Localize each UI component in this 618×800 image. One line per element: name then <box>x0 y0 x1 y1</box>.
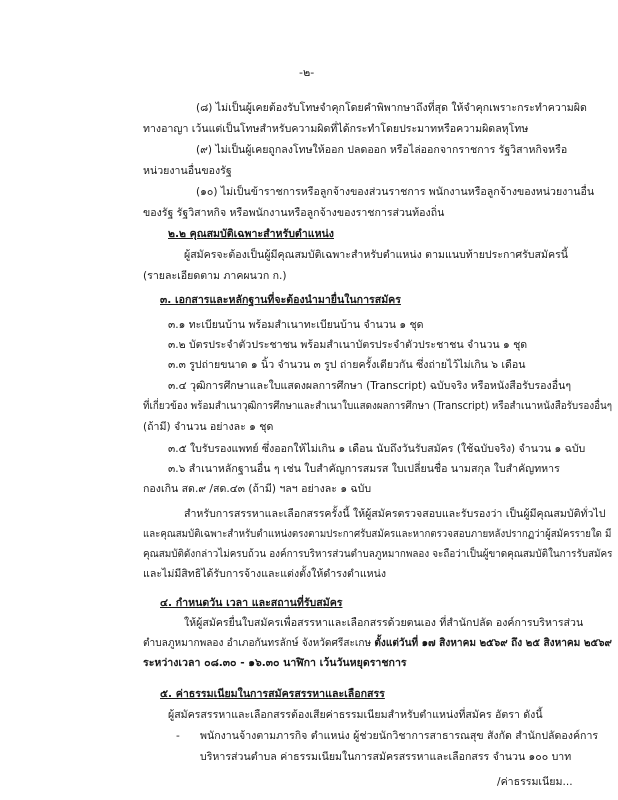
qualification-item-9: (๙) ไม่เป็นผู้เคยถูกลงโทษให้ออก ปลดออก หรือไล่ออกจากราชการ รัฐวิสาหกิจหรือ <box>196 144 568 156</box>
section-3-note-cont: และคุณสมบัติเฉพาะสำหรับตำแหน่งตรงตามประกาศรับสมัครและหากตรวจสอบภายหลังปรากฏว่าผู้สมัครรายใด มี <box>143 528 612 540</box>
bullet-dash: - <box>176 730 180 742</box>
section-3-heading: ๓. เอกสารและหลักฐานที่จะต้องนำมายื่นในการสมัคร <box>160 294 401 306</box>
document-item-3-2: ๓.๒ บัตรประจำตัวประชาชน พร้อมสำเนาบัตรประจำตัวประชาชน จำนวน ๑ ชุด <box>168 339 528 351</box>
fee-item: พนักงานจ้างตามภารกิจ ตำแหน่ง ผู้ช่วยนักวิชาการสาธารณสุข สังกัด สำนักปลัดองค์การ <box>200 730 599 742</box>
document-item-3-4: ๓.๔ วุฒิการศึกษาและใบแสดงผลการศึกษา (Transcript) ฉบับจริง หรือหนังสือรับรองอื่นๆ <box>168 380 572 392</box>
application-dates: ตั้งแต่วันที่ ๑๗ สิงหาคม ๒๕๖๙ ถึง ๒๕ สิงหาคม ๒๕๖๙ <box>374 637 612 649</box>
document-item-3-3: ๓.๓ รูปถ่ายขนาด ๑ นิ้ว จำนวน ๓ รูป ถ่ายครั้งเดียวกัน ซึ่งถ่ายไว้ไม่เกิน ๖ เดือน <box>168 359 526 371</box>
section-3-note: สำหรับการสรรหาและเลือกสรรครั้งนี้ ให้ผู้สมัครตรวจสอบและรับรองว่า เป็นผู้มีคุณสมบัติทั่วไป <box>184 508 606 520</box>
qualification-item-8-cont: ทางอาญา เว้นแต่เป็นโทษสำหรับความผิดที่ได้กระทำโดยประมาทหรือความผิดลหุโทษ <box>143 123 529 135</box>
continuation-marker: /ค่าธรรมเนียม... <box>497 776 573 788</box>
section-2-2-text: ผู้สมัครจะต้องเป็นผู้มีคุณสมบัติเฉพาะสำหรับตำแหน่ง ตามแนบท้ายประกาศรับสมัครนี้ <box>184 249 569 261</box>
fee-item-cont: บริหารส่วนตำบล ค่าธรรมเนียมในการสมัครสรรหาและเลือกสรร จำนวน ๑๐๐ บาท <box>200 751 572 763</box>
section-3-note-cont3: และไม่มีสิทธิได้รับการจ้างและแต่งตั้งให้ดำรงตำแหน่ง <box>143 568 387 580</box>
qualification-item-8: (๘) ไม่เป็นผู้เคยต้องรับโทษจำคุกโดยคำพิพากษาถึงที่สุด ให้จำคุกเพราะกระทำความผิด <box>196 102 587 114</box>
section-3-note-cont2: คุณสมบัติดังกล่าวไม่ครบถ้วน องค์การบริหารส่วนตำบลภูหมากพลอง จะถือว่าเป็นผู้ขาดคุณสมบัติในการรับสมัคร <box>143 548 613 560</box>
qualification-item-10-cont: ของรัฐ รัฐวิสาหกิจ หรือพนักงานหรือลูกจ้างของราชการส่วนท้องถิ่น <box>143 207 445 219</box>
application-hours: ระหว่างเวลา ๐๘.๓๐ - ๑๖.๓๐ นาฬิกา เว้นวันหยุดราชการ <box>143 657 407 669</box>
section-5-intro: ผู้สมัครสรรหาและเลือกสรรต้องเสียค่าธรรมเนียมสำหรับตำแหน่งที่สมัคร อัตรา ดังนี้ <box>168 709 543 721</box>
qualification-item-10: (๑๐) ไม่เป็นข้าราชการหรือลูกจ้างของส่วนราชการ พนักงานหรือลูกจ้างของหน่วยงานอื่น <box>196 186 595 198</box>
document-item-3-1: ๓.๑ ทะเบียนบ้าน พร้อมสำเนาทะเบียนบ้าน จำนวน ๑ ชุด <box>168 319 424 331</box>
qualification-item-9-cont: หน่วยงานอื่นของรัฐ <box>143 165 232 177</box>
section-4-heading: ๔. กำหนดวัน เวลา และสถานที่รับสมัคร <box>160 597 343 609</box>
document-item-3-4-cont2: (ถ้ามี) จำนวน อย่างละ ๑ ชุด <box>143 421 274 433</box>
document-item-3-6: ๓.๖ สำเนาหลักฐานอื่น ๆ เช่น ใบสำคัญการสมรส ใบเปลี่ยนชื่อ นามสกุล ใบสำคัญทหาร <box>168 463 560 475</box>
document-item-3-6-cont: กองเกิน สด.๙ /สด.๔๓ (ถ้ามี) ฯลฯ อย่างละ ๑ ฉบับ <box>143 483 372 495</box>
section-4-text: ให้ผู้สมัครยื่นใบสมัครเพื่อสรรหาและเลือกสรรด้วยตนเอง ที่สำนักปลัด องค์การบริหารส่วน <box>184 617 584 629</box>
section-2-2-text-cont: (รายละเอียดตาม ภาคผนวก ก.) <box>143 270 287 282</box>
application-location: ตำบลภูหมากพลอง อำเภอกันทรลักษ์ จังหวัดศรีสะเกษ <box>143 637 372 649</box>
page-number: -๒- <box>299 66 315 79</box>
section-2-2-heading: ๒.๒ คุณสมบัติเฉพาะสำหรับตำแหน่ง <box>168 228 334 240</box>
section-5-heading: ๕. ค่าธรรมเนียมในการสมัครสรรหาและเลือกสรร <box>160 688 385 700</box>
document-item-3-5: ๓.๕ ใบรับรองแพทย์ ซึ่งออกให้ไม่เกิน ๑ เดือน นับถึงวันรับสมัคร (ใช้ฉบับจริง) จำนวน ๑ ฉบับ <box>168 443 586 455</box>
section-4-text-cont <box>143 636 612 650</box>
document-item-3-4-cont: ที่เกี่ยวข้อง พร้อมสำเนาวุฒิการศึกษาและสำเนาใบแสดงผลการศึกษา (Transcript) หรือสำเนาหนังสือรับรองอื่นๆ <box>143 400 613 412</box>
